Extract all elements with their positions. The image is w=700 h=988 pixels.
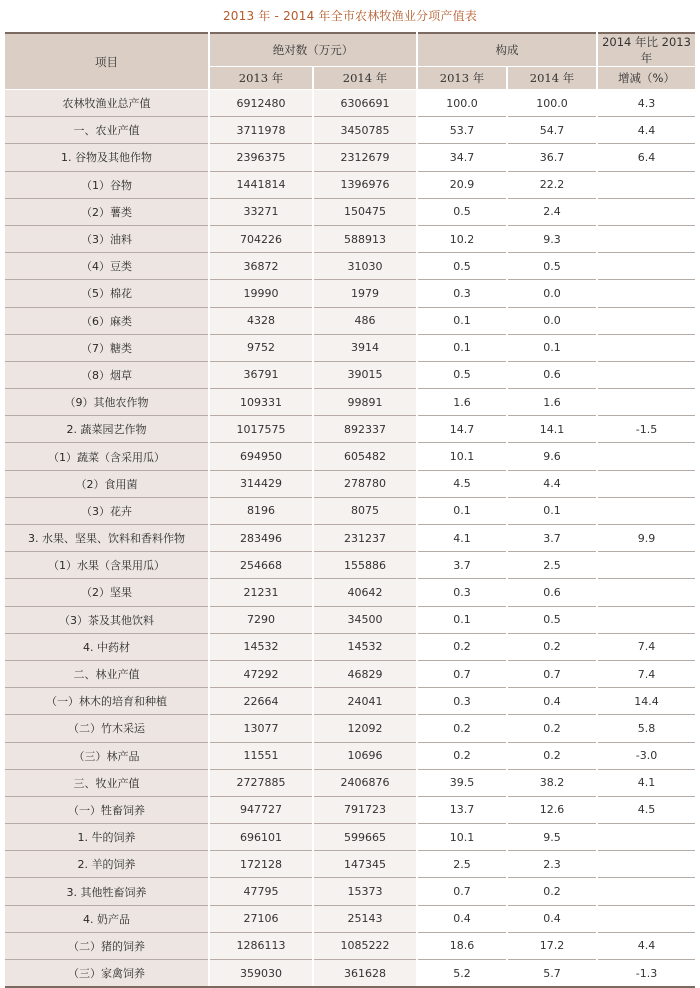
composition-2014: 14.1: [507, 416, 597, 443]
abs-value-2013: 11551: [209, 742, 313, 769]
table-row: [5, 90, 695, 117]
composition-2013: 0.5: [417, 198, 507, 225]
composition-2014: 36.7: [507, 144, 597, 171]
table-row: [5, 742, 695, 769]
table-row: [5, 117, 695, 144]
change-percent: -1.3: [597, 960, 695, 988]
change-percent: [597, 606, 695, 633]
row-item-name: （3）油料: [5, 225, 209, 252]
composition-2013: 0.1: [417, 606, 507, 633]
row-item-name: （1）谷物: [5, 171, 209, 198]
abs-value-2013: 947727: [209, 796, 313, 823]
abs-value-2014: 1085222: [313, 932, 417, 959]
composition-2013: 20.9: [417, 171, 507, 198]
row-item-name: （二）竹木采运: [5, 715, 209, 742]
row-item-name: （9）其他农作物: [5, 389, 209, 416]
composition-2013: 0.7: [417, 660, 507, 687]
absolute-value-header: 绝对数（万元）: [209, 33, 417, 67]
table-row: [5, 225, 695, 252]
table-row: [5, 171, 695, 198]
change-percent: 6.4: [597, 144, 695, 171]
change-percent: [597, 878, 695, 905]
table-row: [5, 198, 695, 225]
abs-value-2013: 47795: [209, 878, 313, 905]
change-percent: 5.8: [597, 715, 695, 742]
row-item-name: （三）林产品: [5, 742, 209, 769]
change-percent: [597, 361, 695, 388]
change-percent: 4.1: [597, 769, 695, 796]
table-row: [5, 688, 695, 715]
composition-2013: 34.7: [417, 144, 507, 171]
composition-2014: 0.7: [507, 660, 597, 687]
change-percent: [597, 443, 695, 470]
composition-2013: 0.2: [417, 715, 507, 742]
change-percent: [597, 552, 695, 579]
composition-2013: 0.5: [417, 253, 507, 280]
abs-value-2013: 6912480: [209, 90, 313, 117]
row-item-name: 2. 蔬菜园艺作物: [5, 416, 209, 443]
change-header-line1: 2014 年比 2013 年: [597, 33, 695, 67]
composition-2014: 4.4: [507, 470, 597, 497]
abs-value-2013: 359030: [209, 960, 313, 988]
row-item-name: （2）薯类: [5, 198, 209, 225]
composition-2013: 14.7: [417, 416, 507, 443]
abs-value-2014: 231237: [313, 525, 417, 552]
composition-2013: 0.2: [417, 633, 507, 660]
table-row: [5, 606, 695, 633]
table-row: [5, 307, 695, 334]
abs-value-2014: 25143: [313, 905, 417, 932]
composition-2014: 0.1: [507, 334, 597, 361]
composition-2014: 0.5: [507, 253, 597, 280]
composition-2013: 5.2: [417, 960, 507, 988]
abs-value-2014: 147345: [313, 851, 417, 878]
row-item-name: （一）牲畜饲养: [5, 796, 209, 823]
composition-2013: 13.7: [417, 796, 507, 823]
row-item-name: （8）烟草: [5, 361, 209, 388]
abs-value-2013: 36791: [209, 361, 313, 388]
abs-value-2013: 254668: [209, 552, 313, 579]
composition-2013: 0.5: [417, 361, 507, 388]
abs-value-2014: 1979: [313, 280, 417, 307]
change-percent: [597, 334, 695, 361]
table-row: [5, 361, 695, 388]
table-row: [5, 579, 695, 606]
abs-value-2014: 150475: [313, 198, 417, 225]
abs-value-2013: 1017575: [209, 416, 313, 443]
composition-2014: 5.7: [507, 960, 597, 988]
composition-2013: 4.5: [417, 470, 507, 497]
composition-2014: 0.2: [507, 715, 597, 742]
change-percent: [597, 389, 695, 416]
table-row: [5, 660, 695, 687]
abs-value-2013: 172128: [209, 851, 313, 878]
row-item-name: （三）家禽饲养: [5, 960, 209, 988]
table-row: [5, 552, 695, 579]
table-row: [5, 470, 695, 497]
abs-value-2014: 10696: [313, 742, 417, 769]
composition-2013: 0.1: [417, 334, 507, 361]
change-percent: [597, 307, 695, 334]
abs-value-2013: 27106: [209, 905, 313, 932]
row-item-name: 3. 其他牲畜饲养: [5, 878, 209, 905]
composition-2014: 22.2: [507, 171, 597, 198]
abs-year-2014-header: 2014 年: [313, 67, 417, 90]
composition-2014: 100.0: [507, 90, 597, 117]
item-column-header: 项目: [5, 33, 209, 90]
change-percent: [597, 824, 695, 851]
abs-value-2013: 109331: [209, 389, 313, 416]
abs-value-2014: 15373: [313, 878, 417, 905]
abs-value-2014: 892337: [313, 416, 417, 443]
abs-value-2014: 3914: [313, 334, 417, 361]
abs-value-2014: 40642: [313, 579, 417, 606]
abs-value-2014: 14532: [313, 633, 417, 660]
row-item-name: （二）猪的饲养: [5, 932, 209, 959]
row-item-name: 二、林业产值: [5, 660, 209, 687]
composition-2014: 3.7: [507, 525, 597, 552]
change-percent: 9.9: [597, 525, 695, 552]
abs-value-2014: 24041: [313, 688, 417, 715]
composition-2014: 2.4: [507, 198, 597, 225]
composition-2014: 0.2: [507, 742, 597, 769]
composition-2013: 18.6: [417, 932, 507, 959]
composition-2014: 1.6: [507, 389, 597, 416]
table-row: [5, 334, 695, 361]
abs-value-2013: 22664: [209, 688, 313, 715]
composition-2014: 38.2: [507, 769, 597, 796]
composition-2013: 0.3: [417, 688, 507, 715]
abs-value-2013: 21231: [209, 579, 313, 606]
row-item-name: （3）花卉: [5, 497, 209, 524]
table-row: [5, 769, 695, 796]
composition-2013: 2.5: [417, 851, 507, 878]
abs-value-2013: 33271: [209, 198, 313, 225]
row-item-name: 1. 牛的饲养: [5, 824, 209, 851]
abs-value-2014: 361628: [313, 960, 417, 988]
row-item-name: 4. 中药材: [5, 633, 209, 660]
composition-2014: 0.4: [507, 905, 597, 932]
table-row: [5, 905, 695, 932]
abs-value-2013: 696101: [209, 824, 313, 851]
change-percent: [597, 579, 695, 606]
abs-value-2014: 486: [313, 307, 417, 334]
composition-2013: 3.7: [417, 552, 507, 579]
abs-value-2014: 99891: [313, 389, 417, 416]
composition-2014: 0.0: [507, 280, 597, 307]
abs-value-2014: 3450785: [313, 117, 417, 144]
composition-2013: 4.1: [417, 525, 507, 552]
abs-value-2013: 3711978: [209, 117, 313, 144]
table-container: [0, 32, 700, 988]
row-item-name: 农林牧渔业总产值: [5, 90, 209, 117]
table-row: [5, 932, 695, 959]
abs-value-2014: 8075: [313, 497, 417, 524]
composition-2014: 2.3: [507, 851, 597, 878]
abs-value-2013: 8196: [209, 497, 313, 524]
row-item-name: （1）水果（含果用瓜）: [5, 552, 209, 579]
change-percent: 4.4: [597, 117, 695, 144]
abs-value-2013: 9752: [209, 334, 313, 361]
abs-value-2014: 6306691: [313, 90, 417, 117]
abs-value-2013: 14532: [209, 633, 313, 660]
change-percent: -1.5: [597, 416, 695, 443]
change-percent: 4.3: [597, 90, 695, 117]
composition-2014: 9.6: [507, 443, 597, 470]
composition-2013: 1.6: [417, 389, 507, 416]
change-percent: [597, 253, 695, 280]
table-row: [5, 389, 695, 416]
abs-year-2013-header: 2013 年: [209, 67, 313, 90]
output-value-table: [5, 32, 695, 988]
abs-value-2013: 4328: [209, 307, 313, 334]
row-item-name: 3. 水果、坚果、饮料和香料作物: [5, 525, 209, 552]
composition-2014: 0.6: [507, 361, 597, 388]
abs-value-2013: 694950: [209, 443, 313, 470]
table-row: [5, 525, 695, 552]
change-percent: [597, 851, 695, 878]
row-item-name: （7）糖类: [5, 334, 209, 361]
abs-value-2013: 283496: [209, 525, 313, 552]
composition-2014: 54.7: [507, 117, 597, 144]
table-row: [5, 280, 695, 307]
composition-2013: 0.3: [417, 280, 507, 307]
row-item-name: （2）食用菌: [5, 470, 209, 497]
abs-value-2013: 47292: [209, 660, 313, 687]
table-row: [5, 633, 695, 660]
row-item-name: 1. 谷物及其他作物: [5, 144, 209, 171]
abs-value-2014: 2406876: [313, 769, 417, 796]
row-item-name: 三、牧业产值: [5, 769, 209, 796]
composition-2014: 9.3: [507, 225, 597, 252]
table-body: [5, 90, 695, 988]
abs-value-2013: 19990: [209, 280, 313, 307]
composition-2014: 0.4: [507, 688, 597, 715]
abs-value-2013: 1441814: [209, 171, 313, 198]
composition-2014: 12.6: [507, 796, 597, 823]
abs-value-2013: 36872: [209, 253, 313, 280]
composition-2013: 10.2: [417, 225, 507, 252]
composition-2014: 0.0: [507, 307, 597, 334]
abs-value-2014: 605482: [313, 443, 417, 470]
composition-2013: 10.1: [417, 443, 507, 470]
abs-value-2014: 791723: [313, 796, 417, 823]
change-percent: 7.4: [597, 633, 695, 660]
change-percent: [597, 225, 695, 252]
change-percent: [597, 280, 695, 307]
row-item-name: （6）麻类: [5, 307, 209, 334]
change-percent: -3.0: [597, 742, 695, 769]
abs-value-2014: 39015: [313, 361, 417, 388]
change-percent: 14.4: [597, 688, 695, 715]
row-item-name: （一）林木的培育和种植: [5, 688, 209, 715]
abs-value-2013: 314429: [209, 470, 313, 497]
abs-value-2013: 7290: [209, 606, 313, 633]
table-row: [5, 144, 695, 171]
composition-header: 构成: [417, 33, 597, 67]
abs-value-2013: 704226: [209, 225, 313, 252]
composition-2013: 0.4: [417, 905, 507, 932]
abs-value-2013: 1286113: [209, 932, 313, 959]
row-item-name: （1）蔬菜（含采用瓜）: [5, 443, 209, 470]
table-row: [5, 960, 695, 988]
table-row: [5, 851, 695, 878]
change-percent: 4.4: [597, 932, 695, 959]
composition-2014: 0.2: [507, 633, 597, 660]
abs-value-2014: 1396976: [313, 171, 417, 198]
change-percent: 4.5: [597, 796, 695, 823]
composition-2013: 100.0: [417, 90, 507, 117]
row-item-name: （3）茶及其他饮料: [5, 606, 209, 633]
row-item-name: 2. 羊的饲养: [5, 851, 209, 878]
abs-value-2014: 155886: [313, 552, 417, 579]
composition-2014: 17.2: [507, 932, 597, 959]
row-item-name: （2）坚果: [5, 579, 209, 606]
change-percent: 7.4: [597, 660, 695, 687]
abs-value-2014: 278780: [313, 470, 417, 497]
composition-2014: 2.5: [507, 552, 597, 579]
table-row: [5, 715, 695, 742]
composition-2014: 0.6: [507, 579, 597, 606]
table-row: [5, 443, 695, 470]
comp-year-2013-header: 2013 年: [417, 67, 507, 90]
change-percent: [597, 470, 695, 497]
abs-value-2013: 2396375: [209, 144, 313, 171]
table-row: [5, 497, 695, 524]
table-row: [5, 796, 695, 823]
abs-value-2014: 31030: [313, 253, 417, 280]
table-header: [5, 33, 695, 90]
abs-value-2013: 13077: [209, 715, 313, 742]
table-row: [5, 878, 695, 905]
abs-value-2013: 2727885: [209, 769, 313, 796]
composition-2014: 0.2: [507, 878, 597, 905]
comp-year-2014-header: 2014 年: [507, 67, 597, 90]
table-title: 2013 年 - 2014 年全市农林牧渔业分项产值表: [222, 9, 478, 23]
composition-2013: 0.1: [417, 497, 507, 524]
table-row: [5, 416, 695, 443]
change-percent: [597, 497, 695, 524]
composition-2013: 39.5: [417, 769, 507, 796]
table-row: [5, 253, 695, 280]
composition-2013: 0.2: [417, 742, 507, 769]
composition-2013: 0.7: [417, 878, 507, 905]
composition-2013: 53.7: [417, 117, 507, 144]
abs-value-2014: 46829: [313, 660, 417, 687]
abs-value-2014: 599665: [313, 824, 417, 851]
abs-value-2014: 34500: [313, 606, 417, 633]
row-item-name: （4）豆类: [5, 253, 209, 280]
composition-2014: 0.5: [507, 606, 597, 633]
row-item-name: （5）棉花: [5, 280, 209, 307]
abs-value-2014: 2312679: [313, 144, 417, 171]
row-item-name: 一、农业产值: [5, 117, 209, 144]
change-percent: [597, 198, 695, 225]
table-row: [5, 824, 695, 851]
abs-value-2014: 588913: [313, 225, 417, 252]
change-percent: [597, 905, 695, 932]
abs-value-2014: 12092: [313, 715, 417, 742]
composition-2014: 9.5: [507, 824, 597, 851]
composition-2014: 0.1: [507, 497, 597, 524]
composition-2013: 10.1: [417, 824, 507, 851]
change-percent: [597, 171, 695, 198]
composition-2013: 0.1: [417, 307, 507, 334]
change-header-line2: 增减（%）: [597, 67, 695, 90]
composition-2013: 0.3: [417, 579, 507, 606]
row-item-name: 4. 奶产品: [5, 905, 209, 932]
